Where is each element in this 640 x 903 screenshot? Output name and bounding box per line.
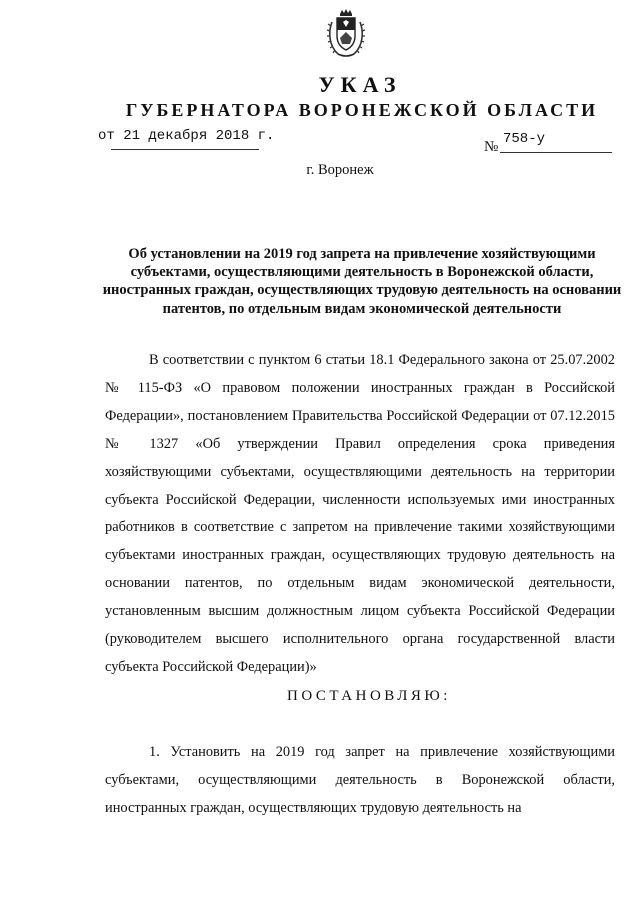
- item-1-paragraph: 1. Установить на 2019 год запрет на привлечение хозяйствующими субъектами, осуществляющими деятельность в Воронежской области, иностранных граждан, осуществляющих трудовую деятельность на: [105, 744, 615, 816]
- document-date: от 21 декабря 2018 г.: [98, 128, 275, 144]
- document-city: г. Воронеж: [306, 162, 374, 178]
- document-title: УКАЗ: [318, 72, 402, 97]
- document-number: 758-у: [503, 131, 546, 147]
- coat-of-arms-icon: [326, 8, 366, 60]
- date-underline: [111, 149, 259, 150]
- decree-word: ПОСТАНОВЛЯЮ:: [287, 688, 451, 704]
- preamble-paragraph: В соответствии с пунктом 6 статьи 18.1 Федерального закона от 25.07.2002 № 115-ФЗ «О правовом положении иностранных граждан в Российской Федерации», постановлением Правительства Российской Федерации от 07.12.2015 № 1327 «Об утверждении Правил определения срока приведения хозяйствующими субъектами, осуществляющими деятельность на территории субъекта Российской Федерации, численности используемых ими иностранных работников в соответствие с запретом на привлечение такими хозяйствующими субъектами иностранных граждан, осуществляющих трудовую деятельность на основании патентов, по отдельным видам экономической деятельности, установленным высшим должностным лицом субъекта Российской Федерации (руководителем высшего исполнительного органа государственной власти субъекта Российской Федерации)»: [105, 352, 615, 675]
- number-underline: [500, 152, 612, 153]
- document-heading: Об установлении на 2019 год запрета на привлечение хозяйствующими субъектами, осуществляющими деятельность в Воронежской области, иностранных граждан, осуществляющих трудовую деятельность на основании патентов, по отдельным видам экономической деятельности: [102, 246, 622, 317]
- number-sign: №: [484, 139, 499, 155]
- document-subtitle: ГУБЕРНАТОРА ВОРОНЕЖСКОЙ ОБЛАСТИ: [125, 100, 599, 120]
